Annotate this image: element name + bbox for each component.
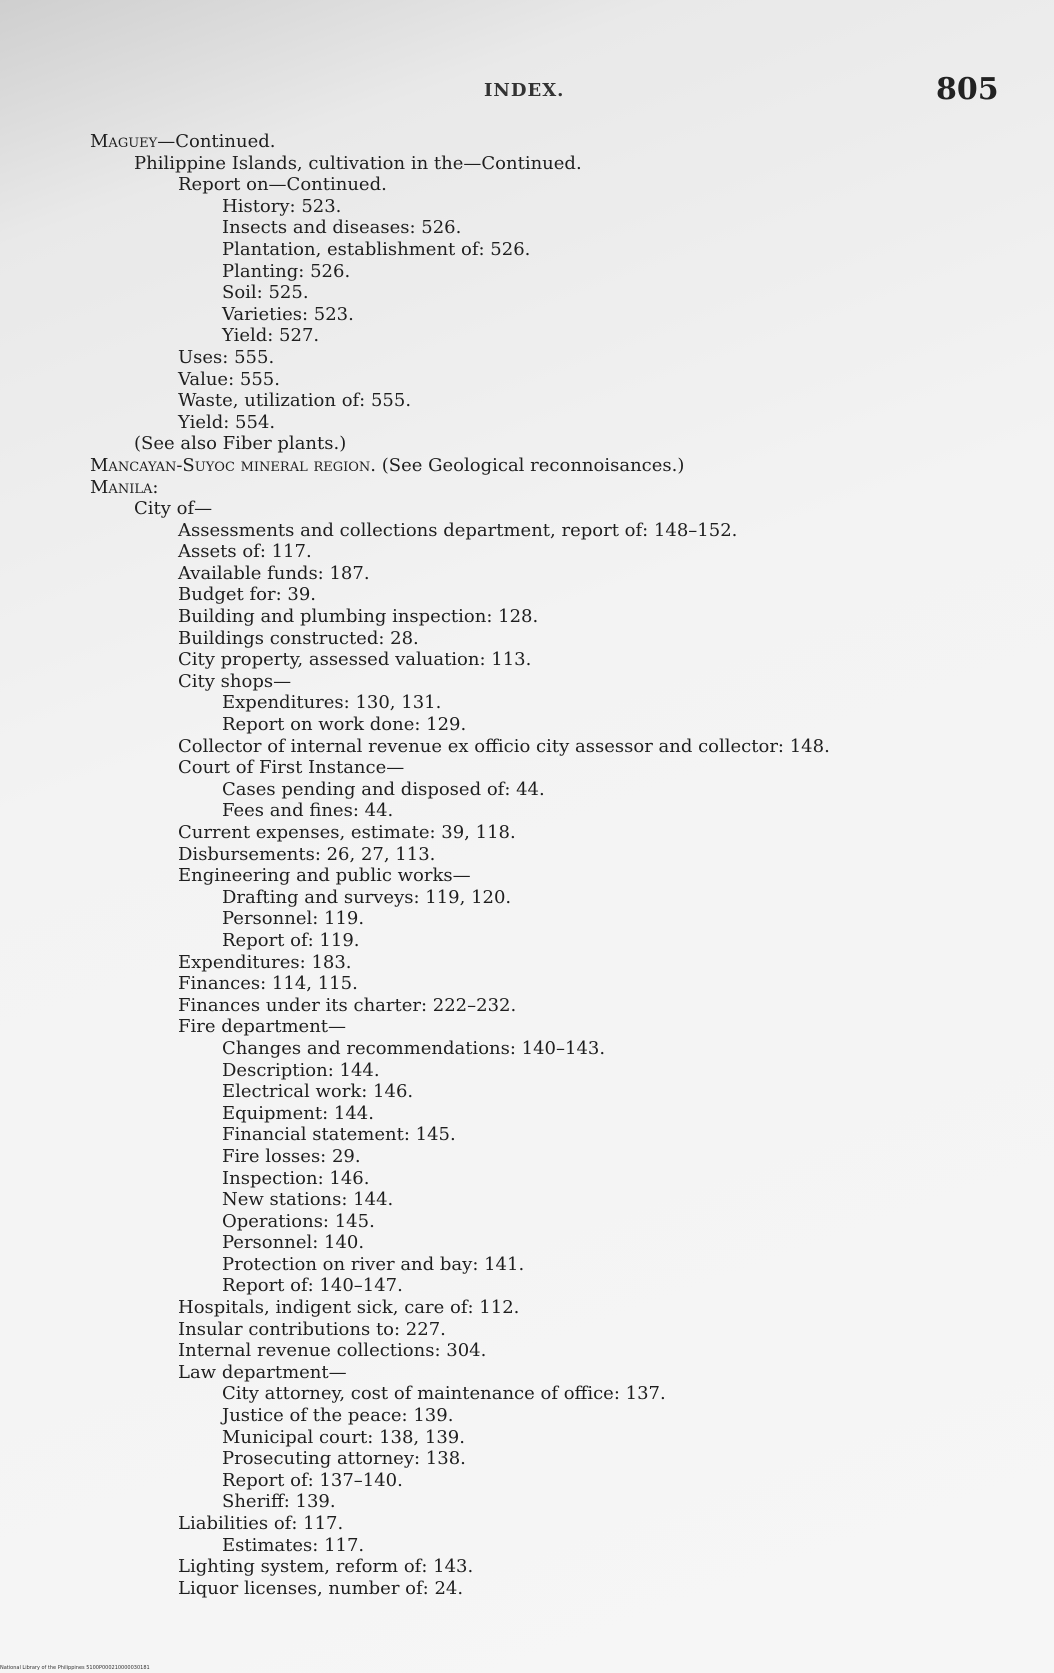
index-subentry [90,1168,1010,1190]
index-subentry [90,865,1010,887]
entry-text: Report on—Continued. [178,174,387,196]
index-main-entry [90,131,1010,153]
index-subentry [90,1081,1010,1103]
entry-text: Municipal court: 138, 139. [222,1426,465,1448]
index-main-entry [90,455,1010,477]
entry-text: Law department— [178,1361,347,1383]
index-subentry [90,239,1010,261]
entry-text: Fees and fines: 44. [222,800,394,822]
index-subentry [90,369,1010,391]
entry-text: Finances under its charter: 222–232. [178,994,517,1016]
index-subentry [90,1060,1010,1082]
index-subentry [90,304,1010,326]
entry-text: Report of: 140–147. [222,1275,403,1297]
index-subentry [90,347,1010,369]
page-number: 805 [936,72,999,107]
entry-text: Building and plumbing inspection: 128. [178,606,539,628]
entry-text: Inspection: 146. [222,1167,370,1189]
index-subentry [90,174,1010,196]
index-subentry [90,1038,1010,1060]
entry-text: Liquor licenses, number of: 24. [178,1577,464,1599]
entry-text: Assessments and collections department, report of: 148–152. [178,519,738,541]
entry-text: Personnel: 140. [222,1232,365,1254]
entry-text: City attorney, cost of maintenance of office: 137. [222,1383,666,1405]
index-list [90,131,1010,1599]
index-subentry [90,887,1010,909]
index-subentry [90,973,1010,995]
entry-text: —Continued. [157,131,276,152]
index-subentry [90,822,1010,844]
index-subentry [90,800,1010,822]
entry-text: Disbursements: 26, 27, 113. [178,843,436,865]
entry-text: Value: 555. [178,368,280,390]
index-subentry [90,671,1010,693]
entry-text: Uses: 555. [178,346,275,368]
entry-text: Expenditures: 183. [178,951,352,973]
entry-text: Expenditures: 130, 131. [222,692,442,714]
entry-text: Available funds: 187. [178,562,370,584]
entry-text: Electrical work: 146. [222,1081,414,1103]
entry-text: Sheriff: 139. [222,1491,336,1513]
entry-text: Finances: 114, 115. [178,973,358,995]
entry-text: Description: 144. [222,1059,380,1081]
index-subentry [90,1211,1010,1233]
entry-text: Fire department— [178,1016,347,1038]
entry-text: New stations: 144. [222,1189,394,1211]
index-subentry [90,217,1010,239]
entry-text: Collector of internal revenue ex officio city assessor and collector: 148. [178,735,830,757]
entry-text: Financial statement: 145. [222,1124,456,1146]
entry-text: Yield: 527. [222,325,320,347]
index-subentry [90,1405,1010,1427]
index-subentry [90,1275,1010,1297]
entry-text: Current expenses, estimate: 39, 118. [178,822,516,843]
entry-text: Report of: 137–140. [222,1469,403,1491]
index-subentry [90,1340,1010,1362]
index-subentry [90,153,1010,175]
index-subentry [90,1383,1010,1405]
entry-heading: Manila [90,476,153,498]
index-subentry [90,325,1010,347]
index-subentry [90,692,1010,714]
entry-text: Estimates: 117. [222,1534,365,1556]
entry-text: Operations: 145. [222,1210,375,1232]
entry-text: Report on work done: 129. [222,714,467,736]
entry-text: Cases pending and disposed of: 44. [222,778,545,800]
index-subentry [90,1016,1010,1038]
index-subentry [90,520,1010,542]
index-subentry [90,995,1010,1017]
entry-text: Assets of: 117. [178,541,312,563]
index-subentry [90,1448,1010,1470]
entry-text: Insects and diseases: 526. [222,217,462,239]
index-subentry [90,714,1010,736]
index-subentry [90,498,1010,520]
index-subentry [90,908,1010,930]
index-subentry [90,1103,1010,1125]
entry-text: Varieties: 523. [222,303,354,325]
index-subentry [90,1254,1010,1276]
entry-text: Protection on river and bay: 141. [222,1253,525,1275]
entry-heading: Mancayan-Suyoc mineral region. [90,454,377,476]
entry-text: Fire losses: 29. [222,1145,361,1167]
entry-text: Planting: 526. [222,260,351,282]
scan-credit: National Library of the Philippines 5100P000210000030181 [0,1665,150,1671]
index-subentry [90,563,1010,585]
index-subentry [90,736,1010,758]
entry-text: Drafting and surveys: 119, 120. [222,886,512,908]
index-subentry [90,196,1010,218]
index-subentry [90,1535,1010,1557]
entry-text: (See also Fiber plants.) [134,433,347,455]
index-subentry [90,1146,1010,1168]
entry-text: Court of First Instance— [178,757,405,779]
index-subentry [90,1427,1010,1449]
index-subentry [90,1513,1010,1535]
index-subentry [90,1578,1010,1600]
index-subentry [90,1319,1010,1341]
index-subentry [90,606,1010,628]
index-subentry [90,1297,1010,1319]
index-subentry [90,433,1010,455]
entry-text: Report of: 119. [222,929,360,951]
index-subentry [90,649,1010,671]
entry-text: Buildings constructed: 28. [178,627,419,649]
entry-text: Personnel: 119. [222,908,365,930]
entry-text: (See Geological reconnoisances.) [376,454,685,476]
entry-text: Engineering and public works— [178,865,471,887]
entry-text: City of— [134,498,213,520]
index-subentry [90,261,1010,283]
entry-text: Internal revenue collections: 304. [178,1340,487,1362]
entry-text: Yield: 554. [178,411,276,433]
index-subentry [90,930,1010,952]
index-subentry [90,390,1010,412]
index-subentry [90,844,1010,866]
index-subentry [90,412,1010,434]
index-subentry [90,779,1010,801]
entry-text: Soil: 525. [222,282,309,304]
index-subentry [90,1232,1010,1254]
entry-text: Lighting system, reform of: 143. [178,1556,474,1578]
entry-text: Waste, utilization of: 555. [178,390,412,412]
entry-text: Liabilities of: 117. [178,1513,344,1534]
index-subentry [90,1362,1010,1384]
entry-text: : [152,476,159,498]
entry-text: Philippine Islands, cultivation in the—Continued. [134,152,582,174]
running-header: INDEX. [484,80,565,101]
entry-text: City property, assessed valuation: 113. [178,649,532,671]
entry-text: Budget for: 39. [178,584,316,606]
entry-text: Equipment: 144. [222,1102,374,1124]
entry-text: Changes and recommendations: 140–143. [222,1037,606,1059]
index-subentry [90,952,1010,974]
index-subentry [90,628,1010,650]
index-subentry [90,1124,1010,1146]
entry-text: Justice of the peace: 139. [222,1405,454,1427]
index-subentry [90,282,1010,304]
entry-heading: Maguey [90,131,158,152]
index-subentry [90,1189,1010,1211]
index-subentry [90,1556,1010,1578]
entry-text: History: 523. [222,195,342,217]
index-main-entry [90,477,1010,499]
index-subentry [90,757,1010,779]
index-subentry [90,1491,1010,1513]
entry-text: Prosecuting attorney: 138. [222,1448,466,1470]
index-subentry [90,1470,1010,1492]
index-subentry [90,584,1010,606]
entry-text: Insular contributions to: 227. [178,1318,446,1340]
entry-text: Hospitals, indigent sick, care of: 112. [178,1297,520,1319]
index-subentry [90,541,1010,563]
entry-text: Plantation, establishment of: 526. [222,238,531,260]
entry-text: City shops— [178,670,292,692]
